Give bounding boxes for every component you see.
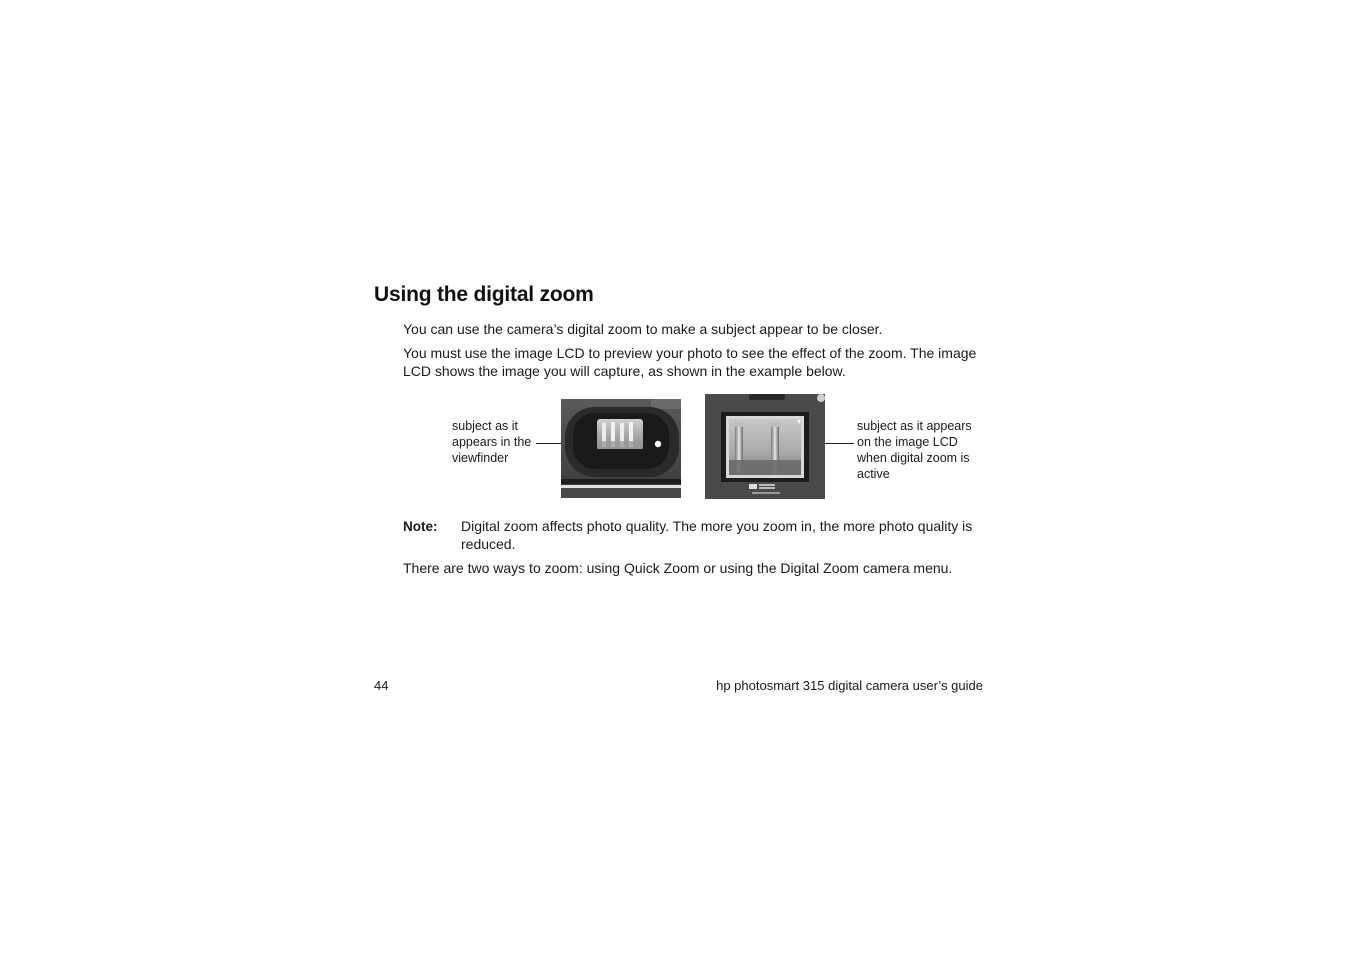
viewfinder-photo <box>561 399 681 498</box>
lcd-paragraph: You must use the image LCD to preview your photo to see the effect of the zoom. The image LCD shows the image you will capture, as shown in the example below. <box>403 345 977 379</box>
page-number: 44 <box>374 678 389 693</box>
note-label: Note: <box>403 519 438 534</box>
note-text: Digital zoom affects photo quality. The more you zoom in, the more photo quality is reduced. <box>461 518 973 552</box>
viewfinder-leader-line <box>536 443 561 444</box>
viewfinder-caption: subject as it appears in the viewfinder <box>452 419 532 465</box>
intro-paragraph: You can use the camera’s digital zoom to make a subject appear to be closer. <box>403 321 883 337</box>
guide-title: hp photosmart 315 digital camera user’s guide <box>716 678 983 693</box>
lcd-photo <box>705 394 825 499</box>
lcd-caption: subject as it appears on the image LCD when digital zoom is active <box>857 419 972 481</box>
lcd-leader-line <box>824 443 854 444</box>
zoom-ways-paragraph: There are two ways to zoom: using Quick Zoom or using the Digital Zoom camera menu. <box>403 560 953 576</box>
page-title: Using the digital zoom <box>374 283 594 306</box>
